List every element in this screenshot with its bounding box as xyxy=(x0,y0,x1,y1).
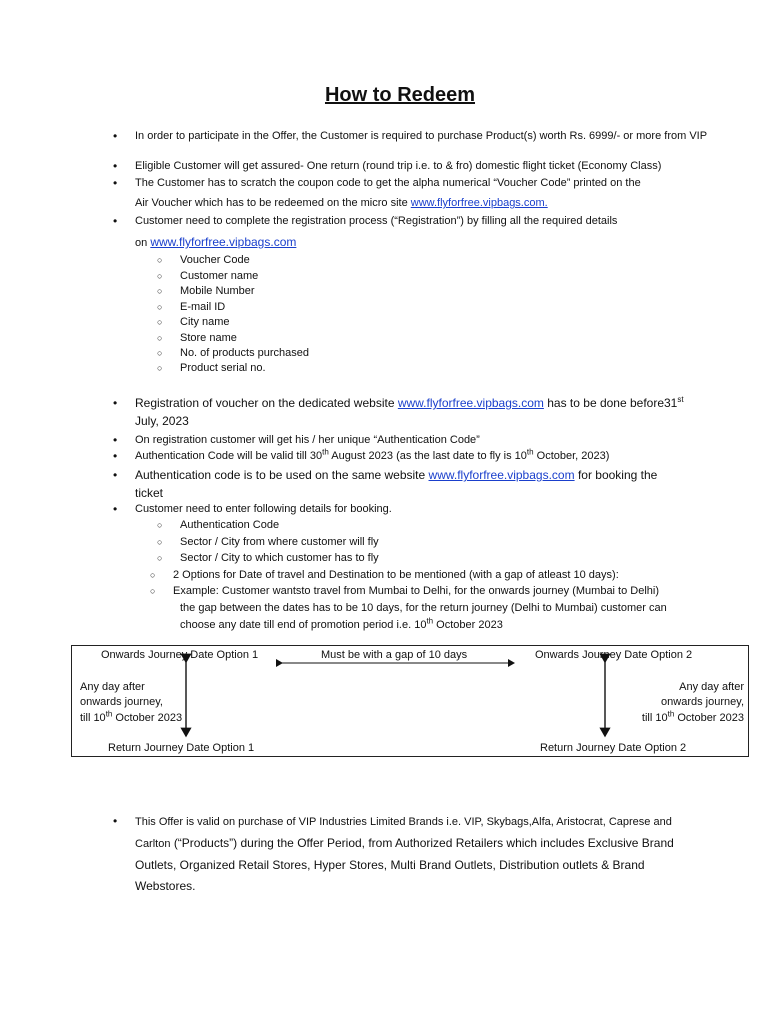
bullet-text: has to be done before31 xyxy=(547,396,678,410)
list-item: ○ Voucher Code xyxy=(180,252,720,269)
offer-text: (“Products”) during the Offer Period, from Authorized Retailers which includes Exclusive Brand xyxy=(173,836,674,850)
gap-label: Must be with a gap of 10 days xyxy=(321,649,468,661)
list-item: ○ Authentication Code xyxy=(180,517,720,534)
list-item: ○ Product serial no. xyxy=(180,360,720,377)
superscript: th xyxy=(526,447,534,457)
journey-date-diagram xyxy=(71,645,749,757)
bullet-text: Authentication code is to be used on the same website xyxy=(135,468,426,482)
return-option-2: Return Journey Date Option 2 xyxy=(540,742,687,754)
booking-link[interactable]: www.flyforfree.vipbags.com xyxy=(428,468,575,482)
right-onwards-journey: onwards journey, xyxy=(661,696,744,708)
superscript: th xyxy=(426,616,434,626)
superscript: th xyxy=(322,447,329,457)
list-item: ○ Sector / City from where customer will fly xyxy=(180,534,720,551)
page-title: How to Redeem xyxy=(324,84,476,106)
registration-link[interactable]: www.flyforfree.vipbags.com xyxy=(150,235,297,249)
bullet-text: Customer need to complete the registration process (“Registration”) by filling all the required details xyxy=(135,215,618,227)
bullet-booking-details xyxy=(135,501,725,518)
bullet-offer-validity xyxy=(135,811,725,897)
bullet-text: In order to participate in the Offer, the Customer is required to purchase Product(s) worth Rs. 6999/- or more from VIP xyxy=(135,130,708,142)
till-text: till 10 xyxy=(641,712,668,724)
bullet-text: August 2023 (as the last date to fly is 10 xyxy=(331,450,527,462)
bullet-text: The Customer has to scratch the coupon code to get the alpha numerical “Voucher Code” printed on the xyxy=(135,177,641,189)
bullet-authentication-code xyxy=(135,432,725,449)
offer-text: This Offer is valid on purchase of VIP Industries Limited Brands i.e. VIP, Skybags,Alfa, Aristocrat, Caprese and xyxy=(135,816,672,828)
bullet-text: Customer need to enter following details for booking. xyxy=(135,503,392,515)
bullet-booking-website xyxy=(135,466,725,502)
example-text: the gap between the dates has to be 10 days, for the return journey (Delhi to Mumbai) customer can xyxy=(180,602,667,614)
bullet-text: October, 2023) xyxy=(536,450,610,462)
bullet-text: On registration customer will get his / her unique “Authentication Code” xyxy=(135,434,480,446)
left-any-day: Any day after xyxy=(80,681,145,693)
left-till-date xyxy=(80,711,182,726)
example-text: Example: Customer wantsto travel from Mumbai to Delhi, for the onwards journey (Mumbai to Delhi) xyxy=(173,585,660,597)
superscript: th xyxy=(667,709,675,719)
list-item: ○ Store name xyxy=(180,330,720,347)
superscript: st xyxy=(677,395,684,404)
till-text: till 10 xyxy=(80,712,106,724)
list-item: ○ E-mail ID xyxy=(180,299,720,316)
bullet-text: Air Voucher which has to be redeemed on the micro site xyxy=(135,197,408,209)
bullet-text-line2 xyxy=(135,233,725,252)
list-item: ○ 2 Options for Date of travel and Destination to be mentioned (with a gap of atleast 10 days): xyxy=(173,567,713,584)
bullet-text: Authentication Code will be valid till 30 xyxy=(135,450,323,462)
bullet-text: Eligible Customer will get assured- One return (round trip i.e. to & fro) domestic flight ticket (Economy Class) xyxy=(135,160,662,172)
bullet-text: on xyxy=(135,237,148,249)
example-text-part: October 2023 xyxy=(436,619,503,631)
bullet-text-line2: July, 2023 xyxy=(135,414,189,428)
left-onwards-journey: onwards journey, xyxy=(80,696,163,708)
microsite-link[interactable]: www.flyforfree.vipbags.com. xyxy=(410,197,548,209)
onward-option-1: Onwards Journey Date Option 1 xyxy=(101,649,259,661)
offer-text-line4: Webstores. xyxy=(135,879,196,893)
list-item-example xyxy=(173,583,713,634)
example-text-part: choose any date till end of promotion period i.e. 10 xyxy=(180,619,427,631)
bullet-text-line2 xyxy=(135,195,725,212)
bullet-text: for booking the xyxy=(577,468,658,482)
example-text xyxy=(173,617,713,634)
offer-text-line3: Outlets, Organized Retail Stores, Hyper Stores, Multi Brand Outlets, Distribution outlets & Brand xyxy=(135,858,645,872)
bullet-validity xyxy=(135,448,725,465)
bullet-registration-deadline xyxy=(135,394,725,430)
bullet-flight-ticket xyxy=(135,158,725,175)
right-any-day: Any day after xyxy=(679,681,744,693)
list-item: ○ Customer name xyxy=(180,268,720,285)
offer-text: Carlton xyxy=(135,838,171,850)
list-item: ○ Mobile Number xyxy=(180,283,720,300)
till-text: October 2023 xyxy=(115,712,183,724)
bullet-purchase-requirement xyxy=(135,128,725,145)
website-link[interactable]: www.flyforfree.vipbags.com xyxy=(397,396,544,410)
bullet-scratch-coupon xyxy=(135,175,725,212)
bullet-registration-process xyxy=(135,213,725,252)
till-text: October 2023 xyxy=(677,712,744,724)
superscript: th xyxy=(105,709,113,719)
list-item: ○ City name xyxy=(180,314,720,331)
right-till-date xyxy=(642,711,744,726)
bullet-text: Registration of voucher on the dedicated website xyxy=(135,396,395,410)
return-option-1: Return Journey Date Option 1 xyxy=(108,742,255,754)
list-item: ○ Sector / City to which customer has to fly xyxy=(180,550,720,567)
list-item: ○ No. of products purchased xyxy=(180,345,720,362)
bullet-text-line2: ticket xyxy=(135,486,164,500)
onward-option-2: Onwards Journey Date Option 2 xyxy=(535,649,693,661)
offer-text-line2 xyxy=(135,833,725,855)
